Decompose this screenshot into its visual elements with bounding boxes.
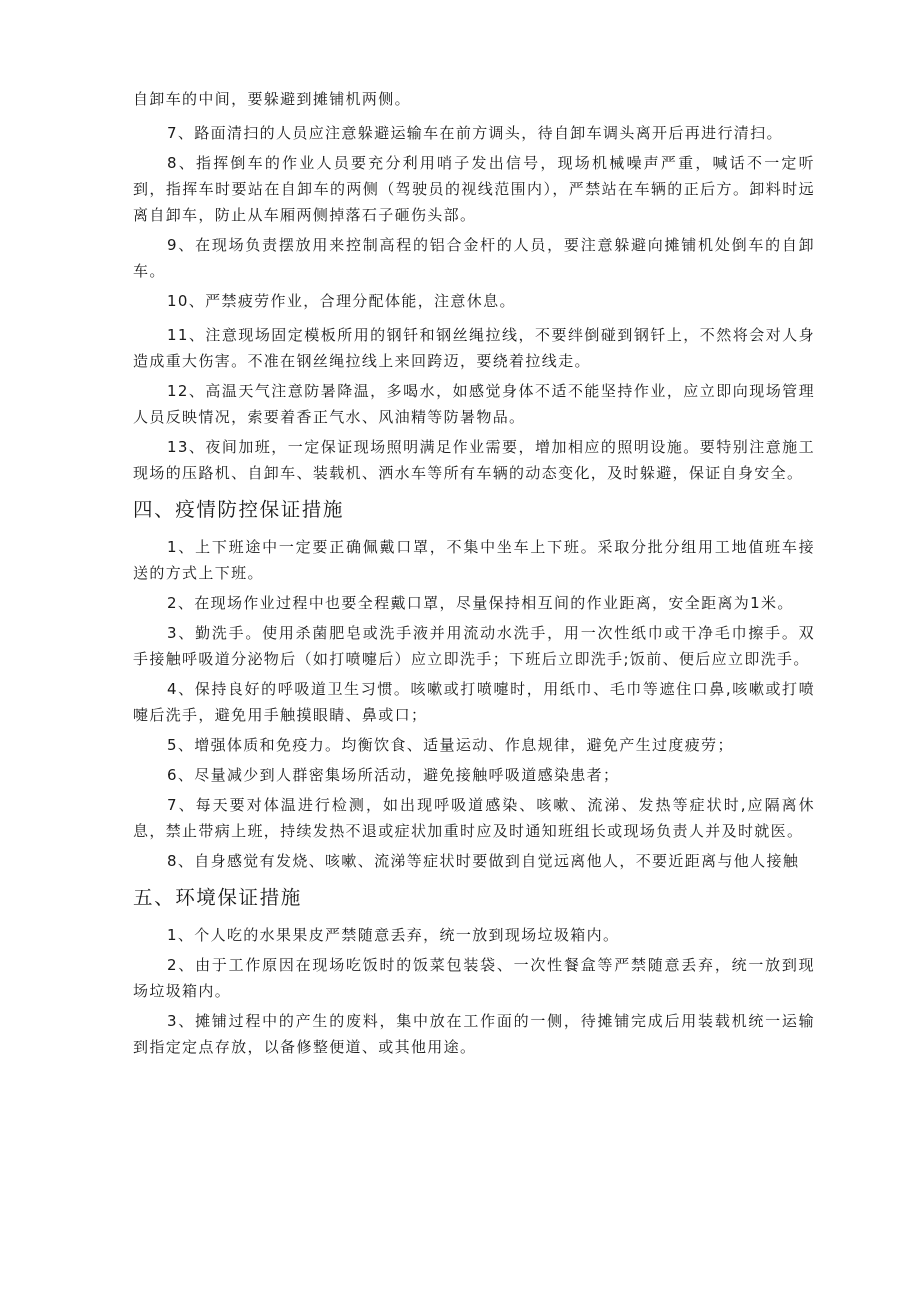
environment-item-3: 3、摊铺过程中的产生的废料，集中放在工作面的一侧，待摊铺完成后用装载机统一运输到指定定点存放，以备修整便道、或其他用途。 [133,1012,815,1056]
epidemic-item-3: 3、勤洗手。使用杀菌肥皂或洗手液并用流动水洗手，用一次性纸巾或干净毛巾擦手。双手接触呼吸道分泌物后（如打喷嚏后）应立即洗手；下班后立即洗手;饭前、便后应立即洗手。 [133,624,815,668]
epidemic-item-1: 1、上下班途中一定要正确佩戴口罩，不集中坐车上下班。采取分批分组用工地值班车接送的方式上下班。 [133,538,815,582]
section-heading-epidemic: 四、疫情防控保证措施 [133,498,345,521]
environment-item-2: 2、由于工作原因在现场吃饭时的饭菜包装袋、一次性餐盒等严禁随意丢弃，统一放到现场垃圾箱内。 [133,956,815,1000]
safety-item-13: 13、夜间加班，一定保证现场照明满足作业需要，增加相应的照明设施。要特别注意施工现场的压路机、自卸车、装载机、洒水车等所有车辆的动态变化，及时躲避，保证自身安全。 [133,438,815,482]
safety-item-7: 7、路面清扫的人员应注意躲避运输车在前方调头，待自卸车调头离开后再进行清扫。 [167,124,783,142]
safety-item-9: 9、在现场负责摆放用来控制高程的铝合金杆的人员，要注意躲避向摊铺机处倒车的自卸车。 [133,236,815,280]
section-heading-environment: 五、环境保证措施 [133,886,302,909]
epidemic-item-8: 8、自身感觉有发烧、咳嗽、流涕等症状时要做到自觉远离他人，不要近距离与他人接触 [167,852,800,870]
safety-item-12: 12、高温天气注意防暑降温，多喝水，如感觉身体不适不能坚持作业，应立即向现场管理人员反映情况，索要着香正气水、风油精等防暑物品。 [133,382,815,426]
epidemic-item-7: 7、每天要对体温进行检测，如出现呼吸道感染、咳嗽、流涕、发热等症状时,应隔离休息，禁止带病上班，持续发热不退或症状加重时应及时通知班组长或现场负责人并及时就医。 [133,796,815,840]
continuation-paragraph: 自卸车的中间，要躲避到摊铺机两侧。 [133,90,411,108]
environment-item-1: 1、个人吃的水果果皮严禁随意丢弃，统一放到现场垃圾箱内。 [167,926,620,944]
epidemic-item-6: 6、尽量减少到人群密集场所活动，避免接触呼吸道感染患者； [167,766,620,784]
safety-item-8: 8、指挥倒车的作业人员要充分利用哨子发出信号，现场机械噪声严重，喊话不一定听到，指挥车时要站在自卸车的两侧（驾驶员的视线范围内），严禁站在车辆的正后方。卸料时远离自卸车，防止从车厢两侧掉落石子砸伤头部。 [133,154,815,224]
epidemic-item-2: 2、在现场作业过程中也要全程戴口罩，尽量保持相互间的作业距离，安全距离为1米。 [167,594,794,612]
document-body [133,86,815,1064]
safety-item-11: 11、注意现场固定模板所用的钢钎和钢丝绳拉线，不要绊倒碰到钢钎上，不然将会对人身造成重大伤害。不准在钢丝绳拉线上来回跨迈，要绕着拉线走。 [133,326,815,370]
epidemic-item-5: 5、增强体质和免疫力。均衡饮食、适量运动、作息规律，避免产生过度疲劳； [167,736,734,754]
epidemic-item-4: 4、保持良好的呼吸道卫生习惯。咳嗽或打喷嚏时，用纸巾、毛巾等遮住口鼻,咳嗽或打喷嚏后洗手，避免用手触摸眼睛、鼻或口； [133,680,815,724]
safety-item-10: 10、严禁疲劳作业，合理分配体能，注意休息。 [167,292,516,310]
